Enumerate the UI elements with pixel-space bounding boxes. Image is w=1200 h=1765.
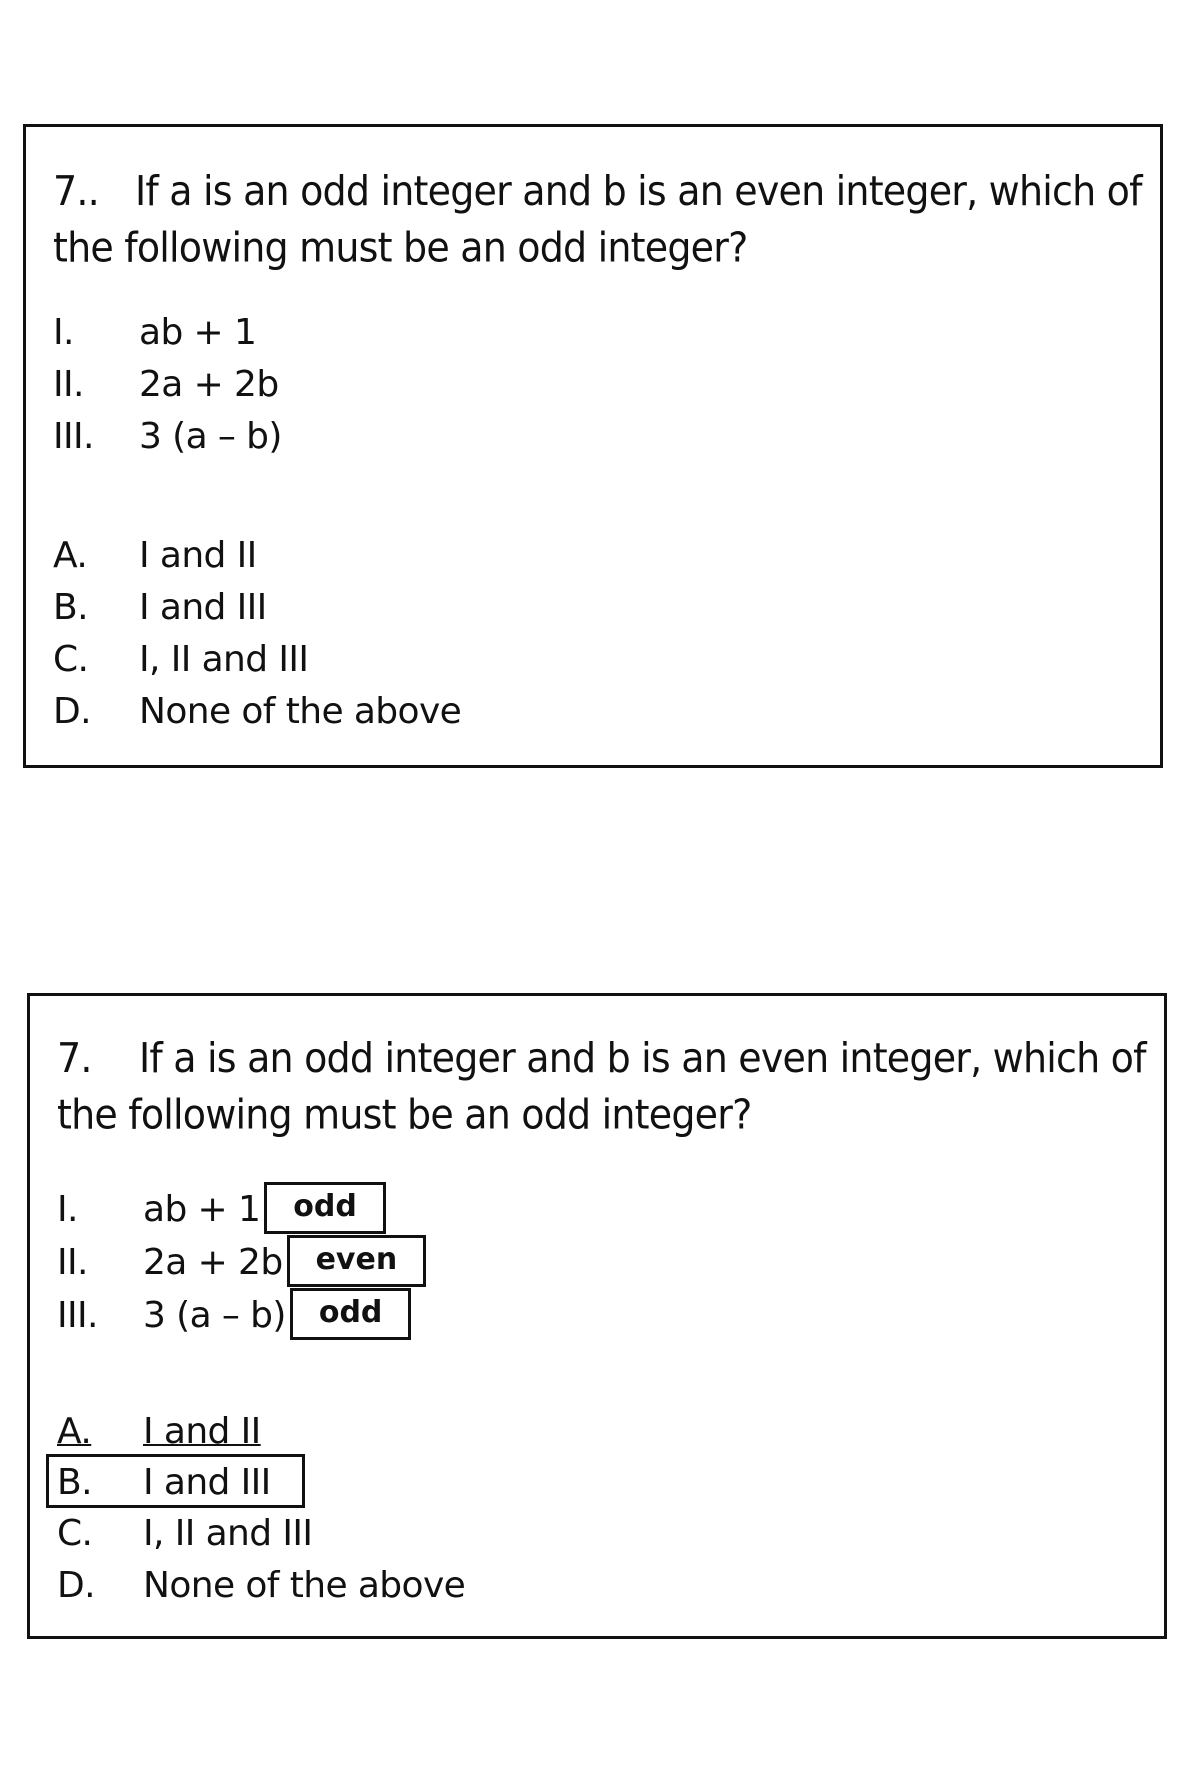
option-text: None of the above — [139, 691, 462, 732]
option-label: B. — [53, 587, 88, 628]
statement-expression: 3 (a – b) — [143, 1295, 286, 1336]
option-c[interactable] — [57, 1508, 312, 1560]
statement-label: I. — [53, 312, 74, 353]
question-text — [57, 1030, 1147, 1142]
option-label: A. — [53, 535, 88, 576]
option-label: B. — [57, 1462, 92, 1503]
statement-label: I. — [57, 1189, 78, 1230]
option-label: D. — [53, 691, 91, 732]
option-b[interactable] — [53, 582, 267, 634]
option-d[interactable] — [53, 686, 461, 738]
option-label: C. — [53, 639, 89, 680]
statement-expression: 3 (a – b) — [139, 416, 282, 457]
statement-3 — [53, 411, 282, 463]
option-text: I and II — [143, 1411, 261, 1452]
statement-3 — [57, 1290, 411, 1342]
option-label: A. — [57, 1411, 92, 1452]
option-a[interactable] — [53, 530, 257, 582]
statement-label: III. — [53, 416, 94, 457]
option-c[interactable] — [53, 634, 308, 686]
question-body: If a is an odd integer and b is an even integer, which of the following must be an odd integer? — [53, 167, 1142, 271]
question-body: If a is an odd integer and b is an even integer, which of the following must be an odd integer? — [57, 1034, 1146, 1138]
statement-1 — [53, 307, 256, 359]
statement-2 — [53, 359, 279, 411]
question-card-solved — [27, 993, 1167, 1639]
option-label: D. — [57, 1565, 95, 1606]
option-a[interactable] — [57, 1406, 261, 1458]
statement-label: II. — [57, 1242, 88, 1283]
option-b[interactable] — [57, 1457, 271, 1509]
question-card-blank — [23, 124, 1163, 768]
statement-expression: ab + 1 — [143, 1189, 261, 1230]
question-number: 7.. — [53, 167, 99, 215]
statement-expression: 2a + 2b — [139, 364, 279, 405]
parity-annotation-box: odd — [290, 1288, 412, 1340]
option-text: I, II and III — [139, 639, 309, 680]
statement-2 — [57, 1237, 426, 1289]
statement-label: II. — [53, 364, 84, 405]
option-label: C. — [57, 1513, 93, 1554]
statement-expression: ab + 1 — [139, 312, 257, 353]
option-text: I, II and III — [143, 1513, 313, 1554]
option-text: I and II — [139, 535, 257, 576]
statement-expression: 2a + 2b — [143, 1242, 283, 1283]
option-d[interactable] — [57, 1560, 465, 1612]
parity-annotation-box: odd — [264, 1182, 386, 1234]
option-text: I and III — [143, 1462, 271, 1503]
statement-label: III. — [57, 1295, 98, 1336]
statement-1 — [57, 1184, 386, 1236]
question-number: 7. — [57, 1034, 92, 1082]
parity-annotation-box: even — [287, 1235, 427, 1287]
question-text — [53, 163, 1143, 275]
option-text: None of the above — [143, 1565, 466, 1606]
option-text: I and III — [139, 587, 267, 628]
